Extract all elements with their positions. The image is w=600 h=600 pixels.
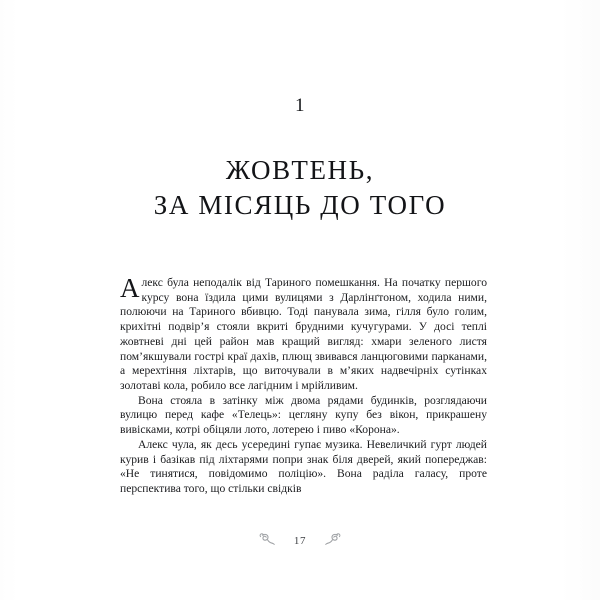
paragraph-2 [120,394,487,438]
flourish-left-icon [259,533,285,549]
flourish-right-icon [315,533,341,549]
paragraph-3 [120,438,487,497]
page-number: 17 [293,534,307,547]
page-footer [0,533,600,549]
paragraph-1 [120,273,487,394]
paragraph-3-text: Алекс чула, як десь усередині гупає музика. Невеличкий гурт людей курив і базікав під ліхтарями попри знак біля дверей, який попереджав: «Не тинятися, повідомимо поліцію». Вона раділа галасу, проте перспектива того, що стільки свідків [120,437,487,496]
chapter-number: 1 [295,95,305,116]
chapter-heading [0,96,600,223]
drop-cap: А [120,273,140,303]
paragraph-1-text: лекс була неподалік від Тариного помешкання. На початку першого курсу вона їздила цими вулицями з Дарлінґтоном, ходила ними, полюючи на Тариного вбивцю. Тоді панувала зима, гілля було голим, крихітні подвір’я стояли вкриті брудними кучугурами. У досі теплі жовтневі дні цей район мав кращий вигляд: хмари зеленого листя пом’якшували гострі краї дахів, плющ звивався ланцюговими парканами, а мерехтіння ліхтарів, що виточували в м’яких надвечірніх сутінках золотаві кола, робило все лагідним і мрійливим. [120,276,487,393]
chapter-title [0,153,600,223]
body-text [120,273,487,497]
paragraph-2-text: Вона стояла в затінку між двома рядами будинків, розглядаючи вулицю перед кафе «Телець»: цегляну купу без вікон, прикрашену вивісками, котрі обіцяли лото, лотерею і пиво «Корона». [120,393,487,437]
chapter-title-line-1: ЖОВТЕНЬ, [225,155,375,185]
chapter-title-line-2: ЗА МІСЯЦЬ ДО ТОГО [153,190,447,220]
